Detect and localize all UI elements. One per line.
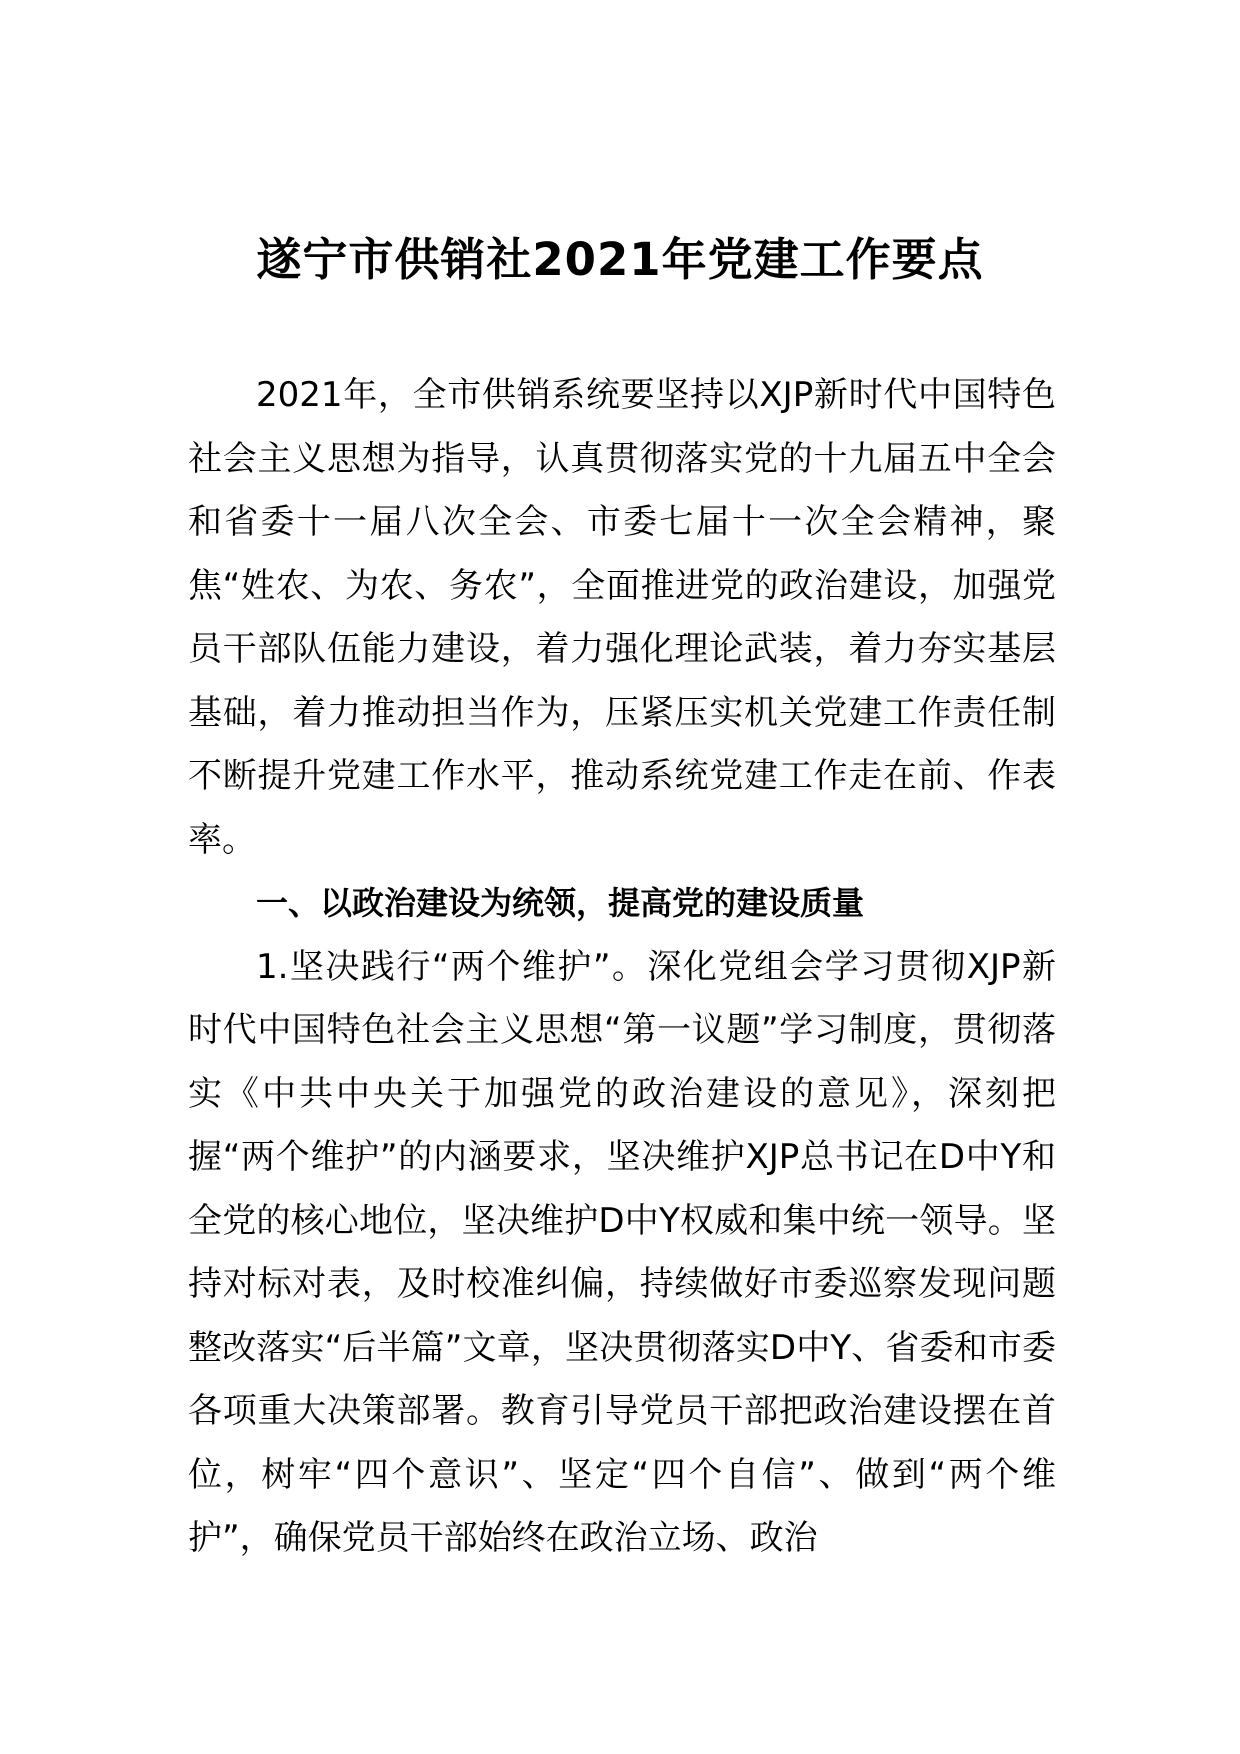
section-heading-1: 一、以政治建设为统领，提高党的建设质量	[256, 884, 865, 922]
intro-paragraph: 2021年，全市供销系统要坚持以XJP新时代中国特色社会主义思想为指导，认真贯彻落实党的十九届五中全会和省委十一届八次全会、市委七届十一次全会精神，聚焦“姓农、为农、务农”，全面推进党的政治建设，加强党员干部队伍能力建设，着力强化理论武装，着力夯实基层基础，着力推动担当作为，压紧压实机关党建工作责任制不断提升党建工作水平，推动系统党建工作走在前、作表率。	[188, 375, 1056, 860]
section-1-item-1-paragraph: 1.坚决践行“两个维护”。深化党组会学习贯彻XJP新时代中国特色社会主义思想“第一议题”学习制度，贯彻落实《中共中央关于加强党的政治建设的意见》，深刻把握“两个维护”的内涵要求，坚决维护XJP总书记在D中Y和全党的核心地位，坚决维护D中Y权威和集中统一领导。坚持对标对表，及时校准纠偏，持续做好市委巡察发现问题整改落实“后半篇”文章，坚决贯彻落实D中Y、省委和市委各项重大决策部署。教育引导党员干部把政治建设摆在首位，树牢“四个意识”、坚定“四个自信”、做到“两个维护”，确保党员干部始终在政治立场、政治	[188, 946, 1056, 1558]
document-body	[188, 364, 1056, 1571]
document-title: 遂宁市供销社2021年党建工作要点	[256, 233, 984, 286]
